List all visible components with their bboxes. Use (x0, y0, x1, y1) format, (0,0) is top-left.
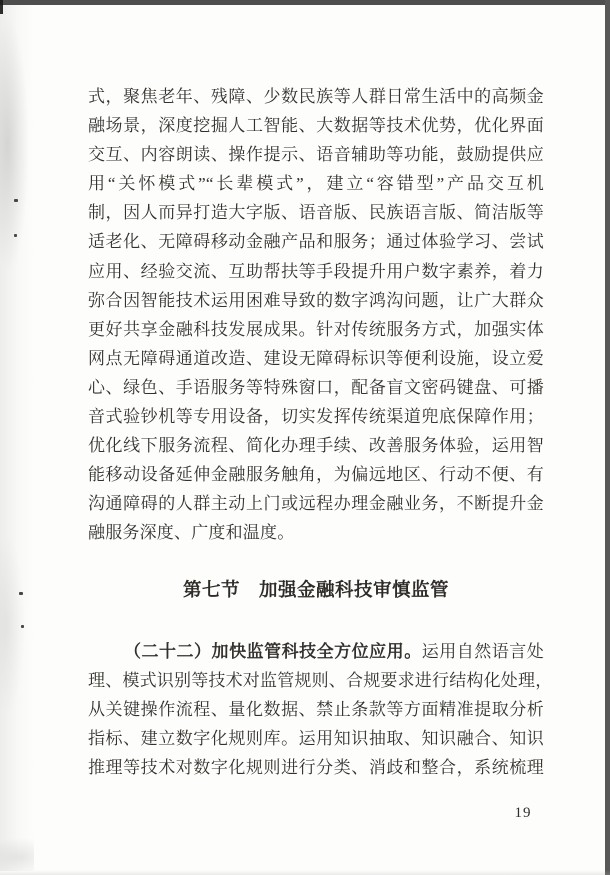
text-line (88, 637, 544, 666)
scan-edge-right (605, 0, 610, 875)
paragraph-inclusive-finance (88, 82, 544, 548)
scan-haze-bottom (0, 870, 610, 875)
text-line: 适老化、无障碍移动金融产品和服务；通过体验学习、尝试 (88, 232, 544, 252)
text-line: 融场景，深度挖掘人工智能、大数据等技术优势，优化界面 (88, 116, 544, 136)
text-line: 从关键操作流程、量化数据、禁止条款等方面精准提取分析 (88, 699, 544, 719)
text-line: 更好共享金融科技发展成果。针对传统服务方式，加强实体 (88, 319, 544, 339)
text-line: 交互、内容朗读、操作提示、语音辅助等功能，鼓励提供应 (88, 145, 544, 165)
text-line: 能移动设备延伸金融服务触角，为偏远地区、行动不便、有 (88, 465, 544, 485)
scan-edge-top (0, 0, 610, 5)
text-line: 推理等技术对数字化规则进行分类、消歧和整合，系统梳理 (88, 757, 544, 777)
text-line: 理、模式识别等技术对监管规则、合规要求进行结构化处理， (88, 670, 553, 690)
page-content (88, 82, 553, 782)
text-line: 指标、建立数字化规则库。运用知识抽取、知识融合、知识 (88, 728, 544, 748)
scan-speck (19, 592, 23, 595)
section-heading: 第七节 加强金融科技审慎监管 (182, 580, 449, 601)
text-line: 优化线下服务流程、简化办理手续、改善服务体验，运用智 (88, 436, 544, 456)
scan-shadow-left (0, 5, 34, 871)
paragraph-regtech-application (88, 637, 553, 782)
text-line: 沟通障碍的人群主动上门或远程办理金融业务，不断提升金 (88, 494, 544, 514)
scan-speck (21, 625, 24, 628)
text-line: 音式验钞机等专用设备，切实发挥传统渠道兜底保障作用； (88, 407, 544, 427)
page-number: 19 (514, 805, 532, 821)
text-line: 融服务深度、广度和温度。 (88, 523, 295, 543)
text-line: 心、绿色、手语服务等特殊窗口，配备盲文密码键盘、可播 (88, 377, 544, 397)
text-line: 用“关怀模式”“长辈模式”，建立“容错型”产品交互机 (88, 174, 544, 194)
text-line: 网点无障碍通道改造、建设无障碍标识等便利设施，设立爱 (88, 348, 544, 368)
scan-speck (14, 199, 18, 202)
text-line: 弥合因智能技术运用困难导致的数字鸿沟问题，让广大群众 (88, 290, 544, 310)
text-line: 应用、经验交流、互助帮扶等手段提升用户数字素养，着力 (88, 261, 544, 281)
text-line: 式，聚焦老年、残障、少数民族等人群日常生活中的高频金 (88, 87, 544, 106)
text-run: 运用自然语言处 (421, 641, 544, 661)
text-line: 制，因人而异打造大字版、语音版、民族语言版、简洁版等 (88, 203, 544, 223)
item-title: （二十二）加快监管科技全方位应用。 (124, 641, 422, 661)
scan-speck (14, 234, 17, 237)
